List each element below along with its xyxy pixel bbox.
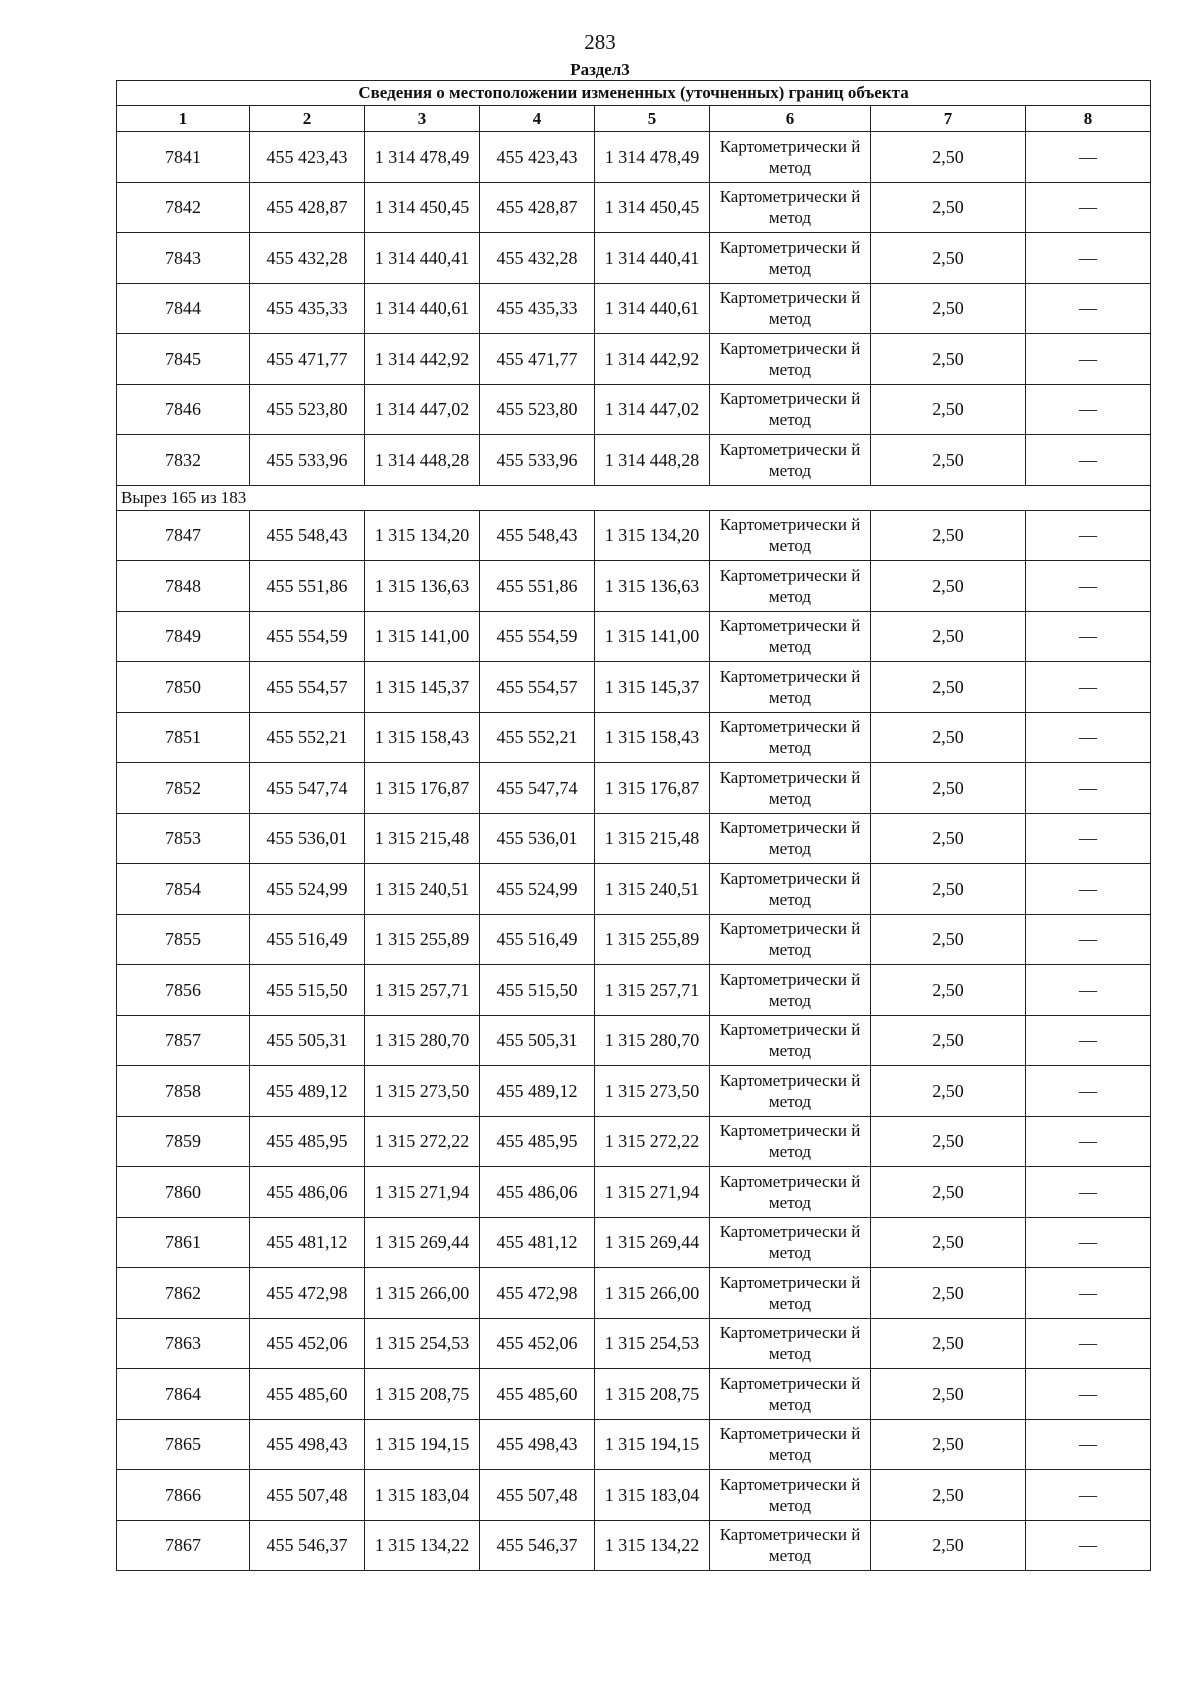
method-cell: Картометрически й метод [710, 561, 871, 612]
y-coordinate-cell: 1 315 136,63 [595, 561, 710, 612]
y-coordinate-cell: 1 314 478,49 [365, 132, 480, 183]
accuracy-cell: 2,50 [871, 611, 1026, 662]
accuracy-cell: 2,50 [871, 1015, 1026, 1066]
description-cell: — [1026, 965, 1151, 1016]
column-header: 2 [250, 106, 365, 132]
method-cell: Картометрически й метод [710, 435, 871, 486]
contour-label: Вырез 165 из 183 [117, 485, 1151, 510]
contour-row [117, 485, 1151, 510]
table-row [117, 712, 1151, 763]
x-coordinate-cell: 455 548,43 [250, 510, 365, 561]
method-cell: Картометрически й метод [710, 1167, 871, 1218]
x-coordinate-cell: 455 471,77 [480, 334, 595, 385]
accuracy-cell: 2,50 [871, 712, 1026, 763]
x-coordinate-cell: 455 432,28 [480, 233, 595, 284]
accuracy-cell: 2,50 [871, 864, 1026, 915]
description-cell: — [1026, 561, 1151, 612]
x-coordinate-cell: 455 428,87 [250, 182, 365, 233]
table-row [117, 132, 1151, 183]
y-coordinate-cell: 1 315 145,37 [595, 662, 710, 713]
accuracy-cell: 2,50 [871, 334, 1026, 385]
y-coordinate-cell: 1 314 440,41 [365, 233, 480, 284]
y-coordinate-cell: 1 315 271,94 [595, 1167, 710, 1218]
x-coordinate-cell: 455 485,95 [480, 1116, 595, 1167]
x-coordinate-cell: 455 428,87 [480, 182, 595, 233]
x-coordinate-cell: 455 435,33 [250, 283, 365, 334]
x-coordinate-cell: 455 486,06 [480, 1167, 595, 1218]
table-row [117, 233, 1151, 284]
table-row [117, 763, 1151, 814]
accuracy-cell: 2,50 [871, 813, 1026, 864]
x-coordinate-cell: 455 481,12 [480, 1217, 595, 1268]
y-coordinate-cell: 1 315 255,89 [365, 914, 480, 965]
table-row [117, 1268, 1151, 1319]
x-coordinate-cell: 455 554,59 [250, 611, 365, 662]
table-row [117, 914, 1151, 965]
x-coordinate-cell: 455 423,43 [480, 132, 595, 183]
y-coordinate-cell: 1 314 440,61 [595, 283, 710, 334]
description-cell: — [1026, 1116, 1151, 1167]
y-coordinate-cell: 1 315 183,04 [365, 1470, 480, 1521]
description-cell: — [1026, 132, 1151, 183]
y-coordinate-cell: 1 315 141,00 [365, 611, 480, 662]
x-coordinate-cell: 455 452,06 [480, 1318, 595, 1369]
y-coordinate-cell: 1 315 134,20 [595, 510, 710, 561]
method-cell: Картометрически й метод [710, 1470, 871, 1521]
table-row [117, 1217, 1151, 1268]
accuracy-cell: 2,50 [871, 1066, 1026, 1117]
column-header: 7 [871, 106, 1026, 132]
accuracy-cell: 2,50 [871, 510, 1026, 561]
point-number-cell: 7852 [117, 763, 250, 814]
x-coordinate-cell: 455 498,43 [250, 1419, 365, 1470]
x-coordinate-cell: 455 524,99 [480, 864, 595, 915]
x-coordinate-cell: 455 547,74 [250, 763, 365, 814]
x-coordinate-cell: 455 489,12 [250, 1066, 365, 1117]
table-row [117, 435, 1151, 486]
x-coordinate-cell: 455 554,57 [480, 662, 595, 713]
x-coordinate-cell: 455 485,60 [250, 1369, 365, 1420]
accuracy-cell: 2,50 [871, 662, 1026, 713]
method-cell: Картометрически й метод [710, 611, 871, 662]
point-number-cell: 7866 [117, 1470, 250, 1521]
y-coordinate-cell: 1 314 442,92 [595, 334, 710, 385]
point-number-cell: 7865 [117, 1419, 250, 1470]
x-coordinate-cell: 455 472,98 [480, 1268, 595, 1319]
method-cell: Картометрически й метод [710, 813, 871, 864]
point-number-cell: 7855 [117, 914, 250, 965]
column-header: 5 [595, 106, 710, 132]
y-coordinate-cell: 1 315 136,63 [365, 561, 480, 612]
x-coordinate-cell: 455 505,31 [250, 1015, 365, 1066]
x-coordinate-cell: 455 505,31 [480, 1015, 595, 1066]
method-cell: Картометрически й метод [710, 334, 871, 385]
table-row [117, 864, 1151, 915]
x-coordinate-cell: 455 554,57 [250, 662, 365, 713]
point-number-cell: 7842 [117, 182, 250, 233]
y-coordinate-cell: 1 315 194,15 [365, 1419, 480, 1470]
description-cell: — [1026, 1268, 1151, 1319]
table-title: Сведения о местоположении измененных (уточненных) границ объекта [117, 81, 1151, 106]
method-cell: Картометрически й метод [710, 1217, 871, 1268]
column-header: 8 [1026, 106, 1151, 132]
description-cell: — [1026, 233, 1151, 284]
x-coordinate-cell: 455 548,43 [480, 510, 595, 561]
y-coordinate-cell: 1 315 269,44 [595, 1217, 710, 1268]
y-coordinate-cell: 1 315 254,53 [365, 1318, 480, 1369]
point-number-cell: 7832 [117, 435, 250, 486]
y-coordinate-cell: 1 315 176,87 [595, 763, 710, 814]
point-number-cell: 7841 [117, 132, 250, 183]
x-coordinate-cell: 455 515,50 [250, 965, 365, 1016]
point-number-cell: 7854 [117, 864, 250, 915]
x-coordinate-cell: 455 551,86 [480, 561, 595, 612]
accuracy-cell: 2,50 [871, 233, 1026, 284]
point-number-cell: 7849 [117, 611, 250, 662]
column-header: 3 [365, 106, 480, 132]
description-cell: — [1026, 1318, 1151, 1369]
description-cell: — [1026, 763, 1151, 814]
description-cell: — [1026, 914, 1151, 965]
x-coordinate-cell: 455 435,33 [480, 283, 595, 334]
y-coordinate-cell: 1 315 271,94 [365, 1167, 480, 1218]
y-coordinate-cell: 1 314 448,28 [595, 435, 710, 486]
table-row [117, 1369, 1151, 1420]
method-cell: Картометрически й метод [710, 1116, 871, 1167]
accuracy-cell: 2,50 [871, 1470, 1026, 1521]
x-coordinate-cell: 455 515,50 [480, 965, 595, 1016]
x-coordinate-cell: 455 516,49 [480, 914, 595, 965]
x-coordinate-cell: 455 481,12 [250, 1217, 365, 1268]
description-cell: — [1026, 1167, 1151, 1218]
y-coordinate-cell: 1 315 254,53 [595, 1318, 710, 1369]
method-cell: Картометрически й метод [710, 763, 871, 814]
y-coordinate-cell: 1 315 208,75 [595, 1369, 710, 1420]
method-cell: Картометрически й метод [710, 1015, 871, 1066]
y-coordinate-cell: 1 315 183,04 [595, 1470, 710, 1521]
x-coordinate-cell: 455 546,37 [250, 1520, 365, 1571]
description-cell: — [1026, 334, 1151, 385]
x-coordinate-cell: 455 432,28 [250, 233, 365, 284]
y-coordinate-cell: 1 315 257,71 [595, 965, 710, 1016]
x-coordinate-cell: 455 523,80 [480, 384, 595, 435]
x-coordinate-cell: 455 489,12 [480, 1066, 595, 1117]
x-coordinate-cell: 455 423,43 [250, 132, 365, 183]
accuracy-cell: 2,50 [871, 384, 1026, 435]
description-cell: — [1026, 283, 1151, 334]
method-cell: Картометрически й метод [710, 965, 871, 1016]
table-row [117, 1419, 1151, 1470]
table-row [117, 813, 1151, 864]
accuracy-cell: 2,50 [871, 914, 1026, 965]
y-coordinate-cell: 1 315 266,00 [365, 1268, 480, 1319]
y-coordinate-cell: 1 315 215,48 [595, 813, 710, 864]
description-cell: — [1026, 1520, 1151, 1571]
x-coordinate-cell: 455 523,80 [250, 384, 365, 435]
table-row [117, 182, 1151, 233]
accuracy-cell: 2,50 [871, 1268, 1026, 1319]
x-coordinate-cell: 455 485,60 [480, 1369, 595, 1420]
x-coordinate-cell: 455 507,48 [480, 1470, 595, 1521]
accuracy-cell: 2,50 [871, 132, 1026, 183]
description-cell: — [1026, 611, 1151, 662]
x-coordinate-cell: 455 472,98 [250, 1268, 365, 1319]
x-coordinate-cell: 455 533,96 [480, 435, 595, 486]
accuracy-cell: 2,50 [871, 182, 1026, 233]
table-row [117, 1066, 1151, 1117]
y-coordinate-cell: 1 315 240,51 [365, 864, 480, 915]
y-coordinate-cell: 1 315 194,15 [595, 1419, 710, 1470]
table-row [117, 334, 1151, 385]
description-cell: — [1026, 182, 1151, 233]
y-coordinate-cell: 1 315 266,00 [595, 1268, 710, 1319]
x-coordinate-cell: 455 552,21 [480, 712, 595, 763]
description-cell: — [1026, 662, 1151, 713]
column-header: 6 [710, 106, 871, 132]
x-coordinate-cell: 455 536,01 [250, 813, 365, 864]
method-cell: Картометрически й метод [710, 233, 871, 284]
page-number: 283 [584, 30, 616, 54]
point-number-cell: 7843 [117, 233, 250, 284]
table-row [117, 1318, 1151, 1369]
x-coordinate-cell: 455 552,21 [250, 712, 365, 763]
description-cell: — [1026, 435, 1151, 486]
method-cell: Картометрически й метод [710, 1369, 871, 1420]
table-row [117, 1520, 1151, 1571]
y-coordinate-cell: 1 315 280,70 [595, 1015, 710, 1066]
x-coordinate-cell: 455 554,59 [480, 611, 595, 662]
method-cell: Картометрически й метод [710, 182, 871, 233]
description-cell: — [1026, 864, 1151, 915]
accuracy-cell: 2,50 [871, 561, 1026, 612]
description-cell: — [1026, 384, 1151, 435]
method-cell: Картометрически й метод [710, 662, 871, 713]
description-cell: — [1026, 1217, 1151, 1268]
point-number-cell: 7860 [117, 1167, 250, 1218]
y-coordinate-cell: 1 314 447,02 [595, 384, 710, 435]
description-cell: — [1026, 1015, 1151, 1066]
table-row [117, 1470, 1151, 1521]
accuracy-cell: 2,50 [871, 1167, 1026, 1218]
y-coordinate-cell: 1 315 158,43 [365, 712, 480, 763]
method-cell: Картометрически й метод [710, 1066, 871, 1117]
y-coordinate-cell: 1 315 158,43 [595, 712, 710, 763]
method-cell: Картометрически й метод [710, 712, 871, 763]
accuracy-cell: 2,50 [871, 1116, 1026, 1167]
x-coordinate-cell: 455 485,95 [250, 1116, 365, 1167]
y-coordinate-cell: 1 314 448,28 [365, 435, 480, 486]
x-coordinate-cell: 455 547,74 [480, 763, 595, 814]
x-coordinate-cell: 455 498,43 [480, 1419, 595, 1470]
description-cell: — [1026, 1066, 1151, 1117]
y-coordinate-cell: 1 314 442,92 [365, 334, 480, 385]
description-cell: — [1026, 510, 1151, 561]
y-coordinate-cell: 1 315 255,89 [595, 914, 710, 965]
table-row [117, 384, 1151, 435]
table-row [117, 283, 1151, 334]
point-number-cell: 7851 [117, 712, 250, 763]
y-coordinate-cell: 1 315 134,20 [365, 510, 480, 561]
column-header: 1 [117, 106, 250, 132]
section-title: Раздел3 [570, 60, 630, 79]
y-coordinate-cell: 1 315 272,22 [595, 1116, 710, 1167]
table-title-row [117, 81, 1151, 106]
accuracy-cell: 2,50 [871, 763, 1026, 814]
x-coordinate-cell: 455 536,01 [480, 813, 595, 864]
method-cell: Картометрически й метод [710, 864, 871, 915]
method-cell: Картометрически й метод [710, 1419, 871, 1470]
table-row [117, 510, 1151, 561]
description-cell: — [1026, 1470, 1151, 1521]
point-number-cell: 7867 [117, 1520, 250, 1571]
point-number-cell: 7856 [117, 965, 250, 1016]
table-row [117, 1167, 1151, 1218]
x-coordinate-cell: 455 507,48 [250, 1470, 365, 1521]
column-header-row [117, 106, 1151, 132]
y-coordinate-cell: 1 315 257,71 [365, 965, 480, 1016]
point-number-cell: 7863 [117, 1318, 250, 1369]
method-cell: Картометрически й метод [710, 1318, 871, 1369]
method-cell: Картометрически й метод [710, 384, 871, 435]
point-number-cell: 7846 [117, 384, 250, 435]
x-coordinate-cell: 455 551,86 [250, 561, 365, 612]
description-cell: — [1026, 1369, 1151, 1420]
point-number-cell: 7864 [117, 1369, 250, 1420]
table-row [117, 561, 1151, 612]
accuracy-cell: 2,50 [871, 1217, 1026, 1268]
boundary-coordinates-table [116, 80, 1151, 1571]
y-coordinate-cell: 1 315 273,50 [595, 1066, 710, 1117]
method-cell: Картометрически й метод [710, 1268, 871, 1319]
x-coordinate-cell: 455 533,96 [250, 435, 365, 486]
accuracy-cell: 2,50 [871, 1419, 1026, 1470]
column-header: 4 [480, 106, 595, 132]
point-number-cell: 7862 [117, 1268, 250, 1319]
accuracy-cell: 2,50 [871, 435, 1026, 486]
y-coordinate-cell: 1 315 280,70 [365, 1015, 480, 1066]
x-coordinate-cell: 455 546,37 [480, 1520, 595, 1571]
y-coordinate-cell: 1 315 134,22 [595, 1520, 710, 1571]
table-row [117, 965, 1151, 1016]
table-row [117, 1116, 1151, 1167]
x-coordinate-cell: 455 524,99 [250, 864, 365, 915]
point-number-cell: 7853 [117, 813, 250, 864]
accuracy-cell: 2,50 [871, 1520, 1026, 1571]
x-coordinate-cell: 455 486,06 [250, 1167, 365, 1218]
point-number-cell: 7858 [117, 1066, 250, 1117]
y-coordinate-cell: 1 315 141,00 [595, 611, 710, 662]
method-cell: Картометрически й метод [710, 283, 871, 334]
y-coordinate-cell: 1 314 440,61 [365, 283, 480, 334]
y-coordinate-cell: 1 315 134,22 [365, 1520, 480, 1571]
accuracy-cell: 2,50 [871, 1318, 1026, 1369]
point-number-cell: 7857 [117, 1015, 250, 1066]
method-cell: Картометрически й метод [710, 132, 871, 183]
x-coordinate-cell: 455 452,06 [250, 1318, 365, 1369]
y-coordinate-cell: 1 315 269,44 [365, 1217, 480, 1268]
y-coordinate-cell: 1 315 272,22 [365, 1116, 480, 1167]
point-number-cell: 7850 [117, 662, 250, 713]
y-coordinate-cell: 1 314 447,02 [365, 384, 480, 435]
point-number-cell: 7848 [117, 561, 250, 612]
point-number-cell: 7847 [117, 510, 250, 561]
accuracy-cell: 2,50 [871, 1369, 1026, 1420]
y-coordinate-cell: 1 315 240,51 [595, 864, 710, 915]
x-coordinate-cell: 455 516,49 [250, 914, 365, 965]
y-coordinate-cell: 1 315 273,50 [365, 1066, 480, 1117]
point-number-cell: 7859 [117, 1116, 250, 1167]
method-cell: Картометрически й метод [710, 510, 871, 561]
method-cell: Картометрически й метод [710, 914, 871, 965]
x-coordinate-cell: 455 471,77 [250, 334, 365, 385]
point-number-cell: 7844 [117, 283, 250, 334]
point-number-cell: 7845 [117, 334, 250, 385]
table-row [117, 611, 1151, 662]
y-coordinate-cell: 1 314 450,45 [365, 182, 480, 233]
table-row [117, 662, 1151, 713]
point-number-cell: 7861 [117, 1217, 250, 1268]
y-coordinate-cell: 1 315 208,75 [365, 1369, 480, 1420]
y-coordinate-cell: 1 314 440,41 [595, 233, 710, 284]
table-row [117, 1015, 1151, 1066]
description-cell: — [1026, 813, 1151, 864]
accuracy-cell: 2,50 [871, 283, 1026, 334]
y-coordinate-cell: 1 315 145,37 [365, 662, 480, 713]
y-coordinate-cell: 1 315 215,48 [365, 813, 480, 864]
accuracy-cell: 2,50 [871, 965, 1026, 1016]
y-coordinate-cell: 1 314 450,45 [595, 182, 710, 233]
y-coordinate-cell: 1 314 478,49 [595, 132, 710, 183]
description-cell: — [1026, 1419, 1151, 1470]
description-cell: — [1026, 712, 1151, 763]
y-coordinate-cell: 1 315 176,87 [365, 763, 480, 814]
method-cell: Картометрически й метод [710, 1520, 871, 1571]
